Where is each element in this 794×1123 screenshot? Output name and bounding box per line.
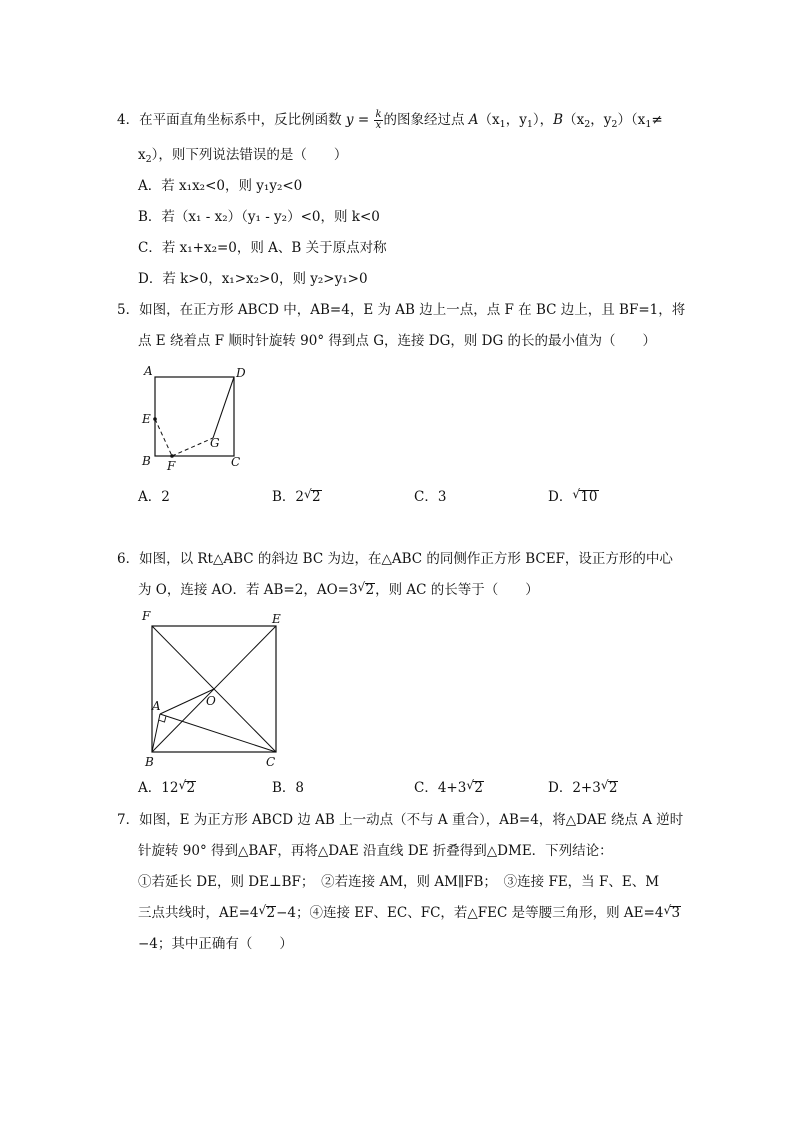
- q5-label-f: F: [167, 459, 176, 473]
- q4-line-1: [117, 110, 663, 134]
- q6-option-b: B．8: [272, 780, 305, 796]
- q4-stem-a: 在平面直角坐标系中，反比例函数: [139, 112, 342, 128]
- q6-option-d-prefix: D．2+3: [548, 780, 601, 796]
- q4-option-d: D．若 k>0，x₁>x₂>0，则 y₂>y₁>0: [138, 271, 368, 287]
- q6-figure: [138, 608, 288, 772]
- q6-option-a-prefix: A．12: [138, 780, 179, 796]
- q5-option-d-rad: 10: [580, 489, 598, 505]
- q4-neq: ≠: [651, 112, 663, 128]
- q6-line-1: 6．如图，以 Rt△ABC 的斜边 BC 为边，在△ABC 的同侧作正方形 BCEF，设正方形的中心: [117, 551, 673, 567]
- q6-line2-sqrt: √ 2: [357, 580, 375, 598]
- q7-line4-rad-1: 2: [266, 905, 276, 921]
- q6-line2-a: 为 O，连接 AO．若 AB=2，AO=3: [138, 582, 358, 598]
- q4-point-b-y: ，y: [590, 112, 612, 128]
- q5-label-e: E: [142, 412, 151, 426]
- q5-square: [155, 377, 234, 456]
- q6-label-a: A: [152, 699, 161, 713]
- q6-option-d-rad: 2: [608, 780, 618, 796]
- q5-segment-ef: [155, 419, 172, 456]
- q6-option-a-rad: 2: [186, 780, 196, 796]
- q4-line-2: [138, 146, 347, 169]
- q7-line-5: −4；其中正确有（ ）: [138, 936, 293, 952]
- q5-option-a: A．2: [138, 489, 170, 505]
- q6-option-c-rad: 2: [474, 780, 483, 796]
- q5-option-d: [548, 488, 599, 506]
- q4-cond: ）（x: [617, 112, 646, 128]
- q7-line4-rad-2: 3: [671, 905, 681, 921]
- q4-point-a-x: （x: [478, 112, 500, 128]
- q5-option-d-sqrt: √ 10: [572, 487, 598, 505]
- q4-point-a-y: ，y: [505, 112, 527, 128]
- q5-option-b: [272, 488, 322, 506]
- q4-point-b-x: （x: [563, 112, 585, 128]
- q4-point-a: A: [468, 112, 479, 128]
- q4-option-b: B．若（x₁ - x₂）（y₁ - y₂）<0，则 k<0: [138, 209, 380, 225]
- q4-line2-tail: ），则下列说法错误的是（ ）: [151, 147, 348, 163]
- q7-line-4: [138, 904, 681, 922]
- q4-line2-x: x: [138, 147, 146, 163]
- q4-func-eq: =: [353, 112, 374, 128]
- q5-label-a: A: [144, 364, 153, 378]
- q6-option-c-sqrt: √ 2: [466, 778, 483, 796]
- q6-label-e: E: [272, 612, 281, 626]
- q7-line-1: 7．如图，E 为正方形 ABCD 边 AB 上一动点（不与 A 重合），AB=4，将△DAE 绕点 A 逆时: [117, 812, 684, 828]
- q5-option-b-rad: 2: [312, 489, 321, 505]
- q6-label-b: B: [145, 755, 154, 769]
- q7-line4-b: −4；④连接 EF、EC、FC，若△FEC 是等腰三角形，则 AE=4: [276, 905, 664, 921]
- q5-label-c: C: [231, 455, 241, 469]
- q5-label-d: D: [236, 366, 246, 380]
- q4-sub: 2: [145, 154, 152, 165]
- q6-option-d-sqrt: √ 2: [600, 778, 618, 796]
- q5-label-g: G: [210, 436, 220, 450]
- q5-option-b-sqrt: √ 2: [304, 487, 321, 505]
- q6-line2-b: ，则 AC 的长等于（ ）: [375, 582, 539, 598]
- q5-segment-gd: [213, 377, 234, 438]
- q5-option-c: C．3: [414, 489, 447, 505]
- q4-option-a: A．若 x₁x₂<0，则 y₁y₂<0: [138, 178, 303, 194]
- q6-option-c: [414, 779, 484, 797]
- q4-sub: 1: [499, 119, 506, 130]
- q7-line4-sqrt-2: √ 3: [663, 903, 681, 921]
- q6-option-d: [548, 779, 618, 797]
- q5-label-b: B: [142, 454, 151, 468]
- q5-line-1: 5．如图，在正方形 ABCD 中，AB=4，E 为 AB 边上一点，点 F 在 BC 边上，且 BF=1，将: [117, 302, 686, 318]
- q5-segment-fg: [172, 438, 213, 456]
- q4-number: 4．: [117, 112, 140, 128]
- q4-sub: 1: [526, 119, 533, 130]
- q6-option-a-sqrt: √ 2: [178, 778, 196, 796]
- q4-stem-b: 的图象经过点: [383, 112, 465, 128]
- q6-label-f: F: [142, 609, 151, 623]
- q6-option-c-prefix: C．4+3: [414, 780, 467, 796]
- q4-sub: 1: [645, 119, 652, 130]
- q6-option-a: [138, 779, 196, 797]
- q6-segment-ac: [160, 714, 276, 752]
- q7-line-2: 针旋转 90° 得到△BAF，再将△DAE 沿直线 DE 折叠得到△DME．下列结论：: [138, 843, 613, 859]
- q4-point-b: B: [553, 112, 564, 128]
- q4-func-y: y: [345, 112, 354, 128]
- q5-option-d-prefix: D．: [548, 489, 573, 505]
- q5-line-2: 点 E 绕着点 F 顺时针旋转 90° 得到点 G，连接 DG，则 DG 的长的最小值为（ ）: [138, 333, 657, 349]
- q4-fraction: [374, 110, 382, 131]
- q6-label-o: O: [206, 694, 216, 708]
- q6-label-c: C: [266, 755, 276, 769]
- q4-option-c: C．若 x₁+x₂=0，则 A、B 关于原点对称: [138, 240, 387, 256]
- q6-line-2: [138, 581, 539, 599]
- q5-figure: [135, 362, 250, 474]
- q7-line-3: ①若延长 DE，则 DE⊥BF； ②若连接 AM，则 AM∥FB； ③连接 FE，当 F、E、M: [138, 874, 660, 890]
- q7-line4-sqrt-1: √ 2: [258, 903, 276, 921]
- q5-point-e: [153, 417, 157, 421]
- q7-line4-a: 三点共线时，AE=4: [138, 905, 259, 921]
- q5-option-b-prefix: B．2: [272, 489, 305, 505]
- q4-frac-num: k: [375, 109, 382, 120]
- q4-sub: 2: [611, 119, 618, 130]
- q5-point-f: [170, 454, 174, 458]
- q4-frac-den: x: [375, 120, 382, 131]
- q4-paren: ），: [532, 112, 554, 128]
- q4-sub: 2: [584, 119, 591, 130]
- q6-line2-rad: 2: [365, 582, 375, 598]
